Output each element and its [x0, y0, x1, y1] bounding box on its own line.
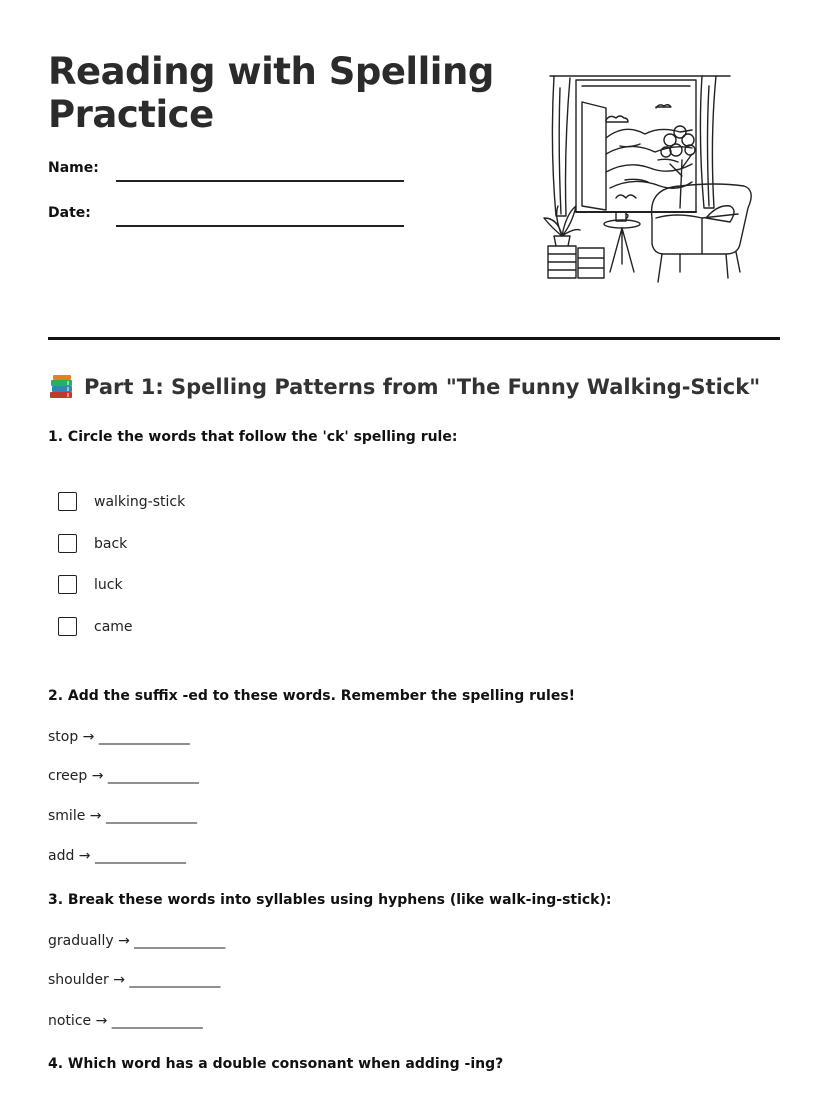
date-label: Date:	[48, 205, 91, 221]
question-4: 4. Which word has a double consonant when adding -ing?	[48, 1056, 504, 1072]
option-label: back	[94, 535, 128, 552]
option-row[interactable]	[58, 534, 127, 553]
answer-line[interactable]: gradually → _____________	[48, 933, 226, 949]
checkbox[interactable]	[58, 575, 77, 594]
checkbox[interactable]	[58, 492, 77, 511]
window-armchair-illustration	[530, 68, 762, 286]
option-label: walking-stick	[94, 493, 186, 510]
question-3: 3. Break these words into syllables using hyphens (like walk-ing-stick):	[48, 892, 612, 908]
date-field[interactable]	[116, 225, 404, 227]
answer-line[interactable]: smile → _____________	[48, 808, 197, 824]
section-divider	[48, 337, 780, 340]
checkbox[interactable]	[58, 534, 77, 553]
option-row[interactable]	[58, 617, 133, 636]
checkbox[interactable]	[58, 617, 77, 636]
answer-line[interactable]: shoulder → _____________	[48, 972, 221, 988]
answer-line[interactable]: creep → _____________	[48, 768, 199, 784]
answer-line[interactable]: add → _____________	[48, 848, 186, 864]
answer-line[interactable]: notice → _____________	[48, 1013, 203, 1029]
section-heading-text: Part 1: Spelling Patterns from "The Funny Walking-Stick"	[84, 375, 761, 399]
plant-pot	[554, 236, 570, 246]
left-curtain	[552, 76, 570, 216]
answer-line[interactable]: stop → _____________	[48, 729, 190, 745]
books-icon	[48, 374, 76, 400]
option-row[interactable]	[58, 575, 123, 594]
name-label: Name:	[48, 160, 99, 176]
name-field[interactable]	[116, 180, 404, 182]
page-title: Reading with Spelling Practice	[48, 50, 494, 136]
section-heading	[48, 374, 760, 400]
question-2: 2. Add the suffix -ed to these words. Remember the spelling rules!	[48, 688, 576, 704]
option-label: luck	[94, 576, 123, 593]
option-label: came	[94, 618, 133, 635]
question-1: 1. Circle the words that follow the 'ck' spelling rule:	[48, 429, 458, 445]
option-row[interactable]	[58, 492, 185, 511]
